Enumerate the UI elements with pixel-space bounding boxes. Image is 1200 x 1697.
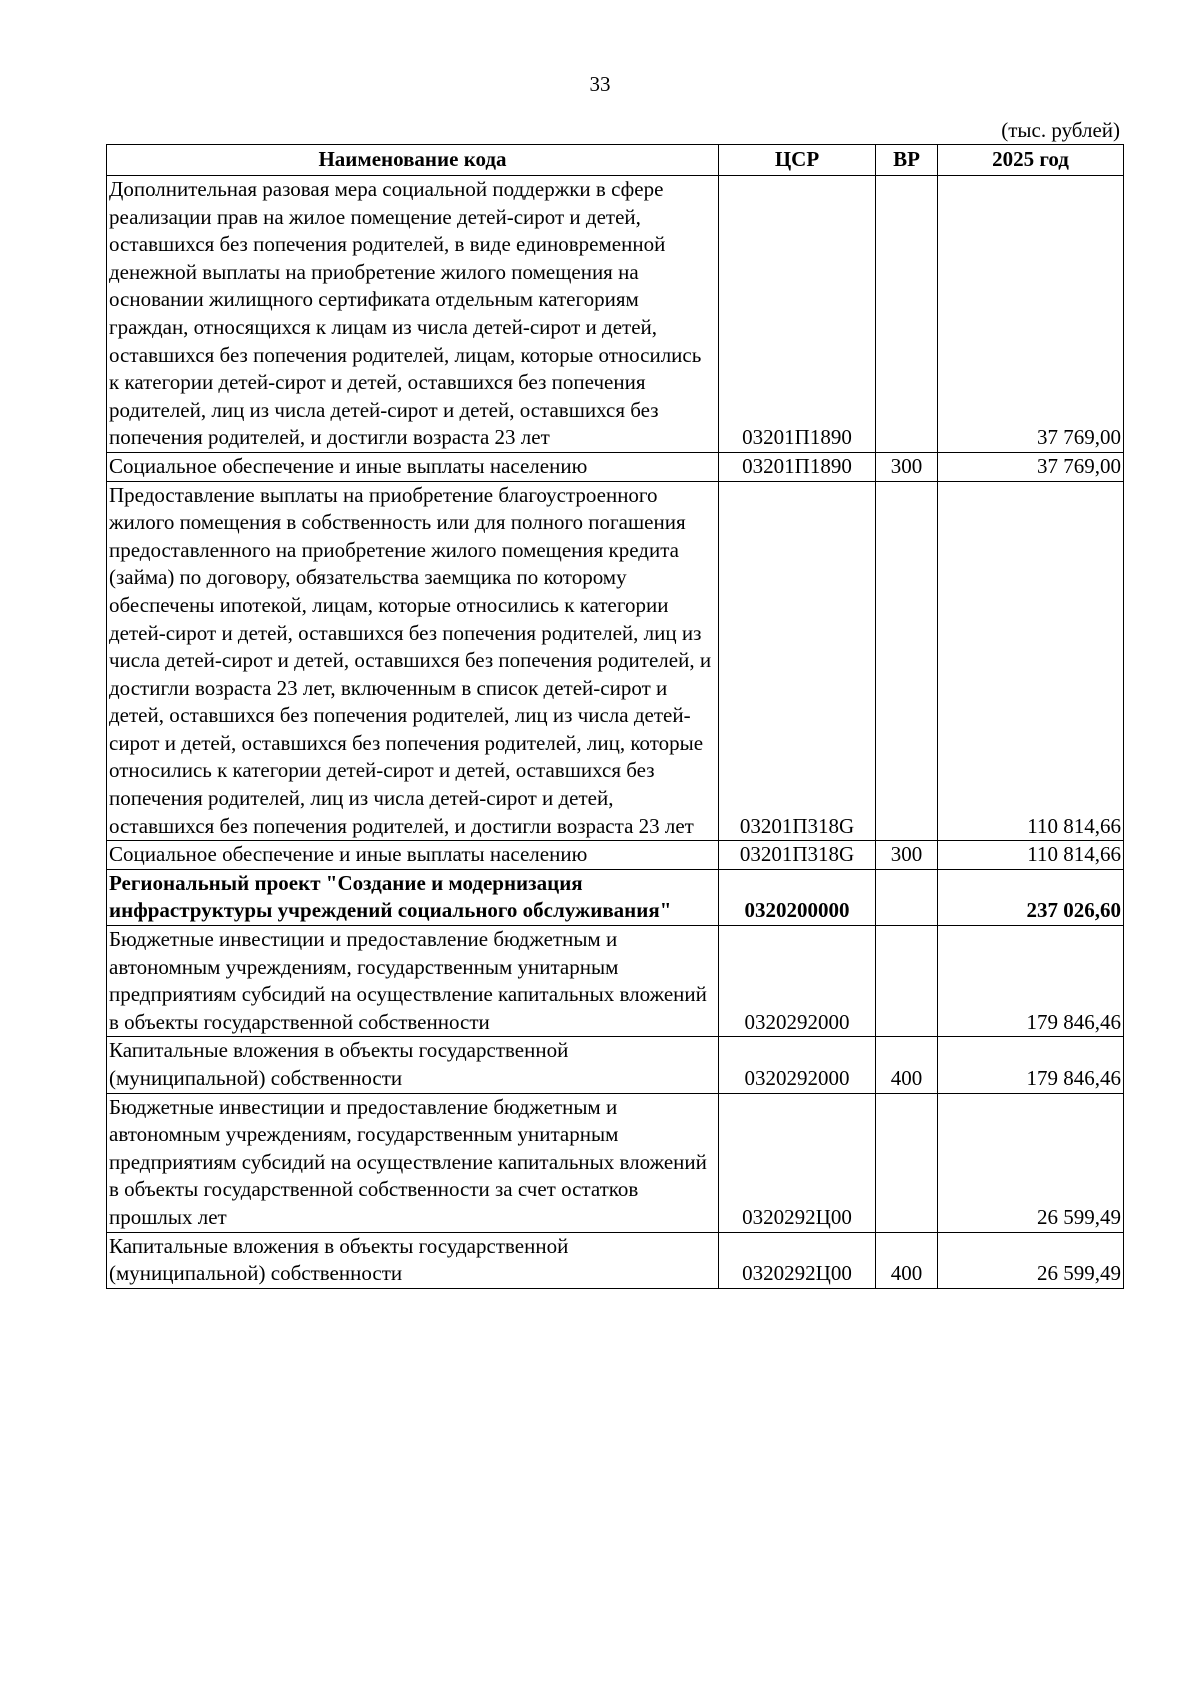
cell-vr bbox=[876, 926, 938, 1037]
table-row bbox=[107, 452, 1124, 481]
table-row bbox=[107, 1093, 1124, 1232]
cell-amount: 179 846,46 bbox=[938, 926, 1124, 1037]
cell-vr bbox=[876, 481, 938, 841]
cell-name: Региональный проект "Создание и модернизация инфраструктуры учреждений социального обслуживания" bbox=[107, 869, 719, 925]
cell-csr: 0320292Ц00 bbox=[719, 1232, 876, 1288]
cell-csr: 0320200000 bbox=[719, 869, 876, 925]
cell-vr bbox=[876, 869, 938, 925]
header-vr: ВР bbox=[876, 145, 938, 176]
table-row bbox=[107, 1232, 1124, 1288]
cell-vr bbox=[876, 1093, 938, 1232]
cell-amount: 26 599,49 bbox=[938, 1232, 1124, 1288]
header-name: Наименование кода bbox=[107, 145, 719, 176]
cell-csr: 03201П1890 bbox=[719, 452, 876, 481]
table-row bbox=[107, 869, 1124, 925]
cell-name: Капитальные вложения в объекты государственной (муниципальной) собственности bbox=[107, 1037, 719, 1093]
cell-vr: 400 bbox=[876, 1037, 938, 1093]
budget-table bbox=[106, 144, 1124, 1289]
table-row bbox=[107, 841, 1124, 870]
cell-csr: 0320292Ц00 bbox=[719, 1093, 876, 1232]
header-year: 2025 год bbox=[938, 145, 1124, 176]
units-label: (тыс. рублей) bbox=[1001, 118, 1120, 142]
table-row bbox=[107, 1037, 1124, 1093]
cell-vr: 400 bbox=[876, 1232, 938, 1288]
cell-amount: 26 599,49 bbox=[938, 1093, 1124, 1232]
cell-vr: 300 bbox=[876, 841, 938, 870]
cell-csr: 03201П318G bbox=[719, 481, 876, 841]
table-row bbox=[107, 481, 1124, 841]
cell-csr: 03201П318G bbox=[719, 841, 876, 870]
cell-amount: 110 814,66 bbox=[938, 481, 1124, 841]
cell-amount: 237 026,60 bbox=[938, 869, 1124, 925]
cell-csr: 0320292000 bbox=[719, 1037, 876, 1093]
header-csr: ЦСР bbox=[719, 145, 876, 176]
cell-name: Бюджетные инвестиции и предоставление бюджетным и автономным учреждениям, государственным унитарным предприятиям субсидий на осуществление капитальных вложений в объекты государственной собственности bbox=[107, 926, 719, 1037]
cell-name: Капитальные вложения в объекты государственной (муниципальной) собственности bbox=[107, 1232, 719, 1288]
cell-vr: 300 bbox=[876, 452, 938, 481]
cell-vr bbox=[876, 176, 938, 453]
cell-name: Дополнительная разовая мера социальной поддержки в сфере реализации прав на жилое помещение детей-сирот и детей, оставшихся без попечения родителей, в виде единовременной денежной выплаты на приобретение жилого помещения на основании жилищного сертификата отдельным категориям граждан, относящихся к лицам из числа детей-сирот и детей, оставшихся без попечения родителей, лицам, которые относились к категории детей-сирот и детей, оставшихся без попечения родителей, лиц из числа детей-сирот и детей, оставшихся без попечения родителей, и достигли возраста 23 лет bbox=[107, 176, 719, 453]
cell-name: Бюджетные инвестиции и предоставление бюджетным и автономным учреждениям, государственным унитарным предприятиям субсидий на осуществление капитальных вложений в объекты государственной собственности за счет остатков прошлых лет bbox=[107, 1093, 719, 1232]
page-number: 33 bbox=[589, 72, 611, 96]
table-row bbox=[107, 926, 1124, 1037]
table-row bbox=[107, 176, 1124, 453]
cell-csr: 03201П1890 bbox=[719, 176, 876, 453]
cell-name: Социальное обеспечение и иные выплаты населению bbox=[107, 841, 719, 870]
cell-amount: 110 814,66 bbox=[938, 841, 1124, 870]
header-row bbox=[107, 145, 1124, 176]
cell-name: Предоставление выплаты на приобретение благоустроенного жилого помещения в собственность или для полного погашения предоставленного на приобретение жилого помещения кредита (займа) по договору, обязательства заемщика по которому обеспечены ипотекой, лицам, которые относились к категории детей-сирот и детей, оставшихся без попечения родителей, лиц из числа детей-сирот и детей, оставшихся без попечения родителей, и достигли возраста 23 лет, включенным в список детей-сирот и детей, оставшихся без попечения родителей, лиц из числа детей-сирот и детей, оставшихся без попечения родителей, лиц, которые относились к категории детей-сирот и детей, оставшихся без попечения родителей, лиц из числа детей-сирот и детей, оставшихся без попечения родителей, и достигли возраста 23 лет bbox=[107, 481, 719, 841]
cell-amount: 37 769,00 bbox=[938, 176, 1124, 453]
cell-amount: 37 769,00 bbox=[938, 452, 1124, 481]
cell-name: Социальное обеспечение и иные выплаты населению bbox=[107, 452, 719, 481]
cell-amount: 179 846,46 bbox=[938, 1037, 1124, 1093]
cell-csr: 0320292000 bbox=[719, 926, 876, 1037]
